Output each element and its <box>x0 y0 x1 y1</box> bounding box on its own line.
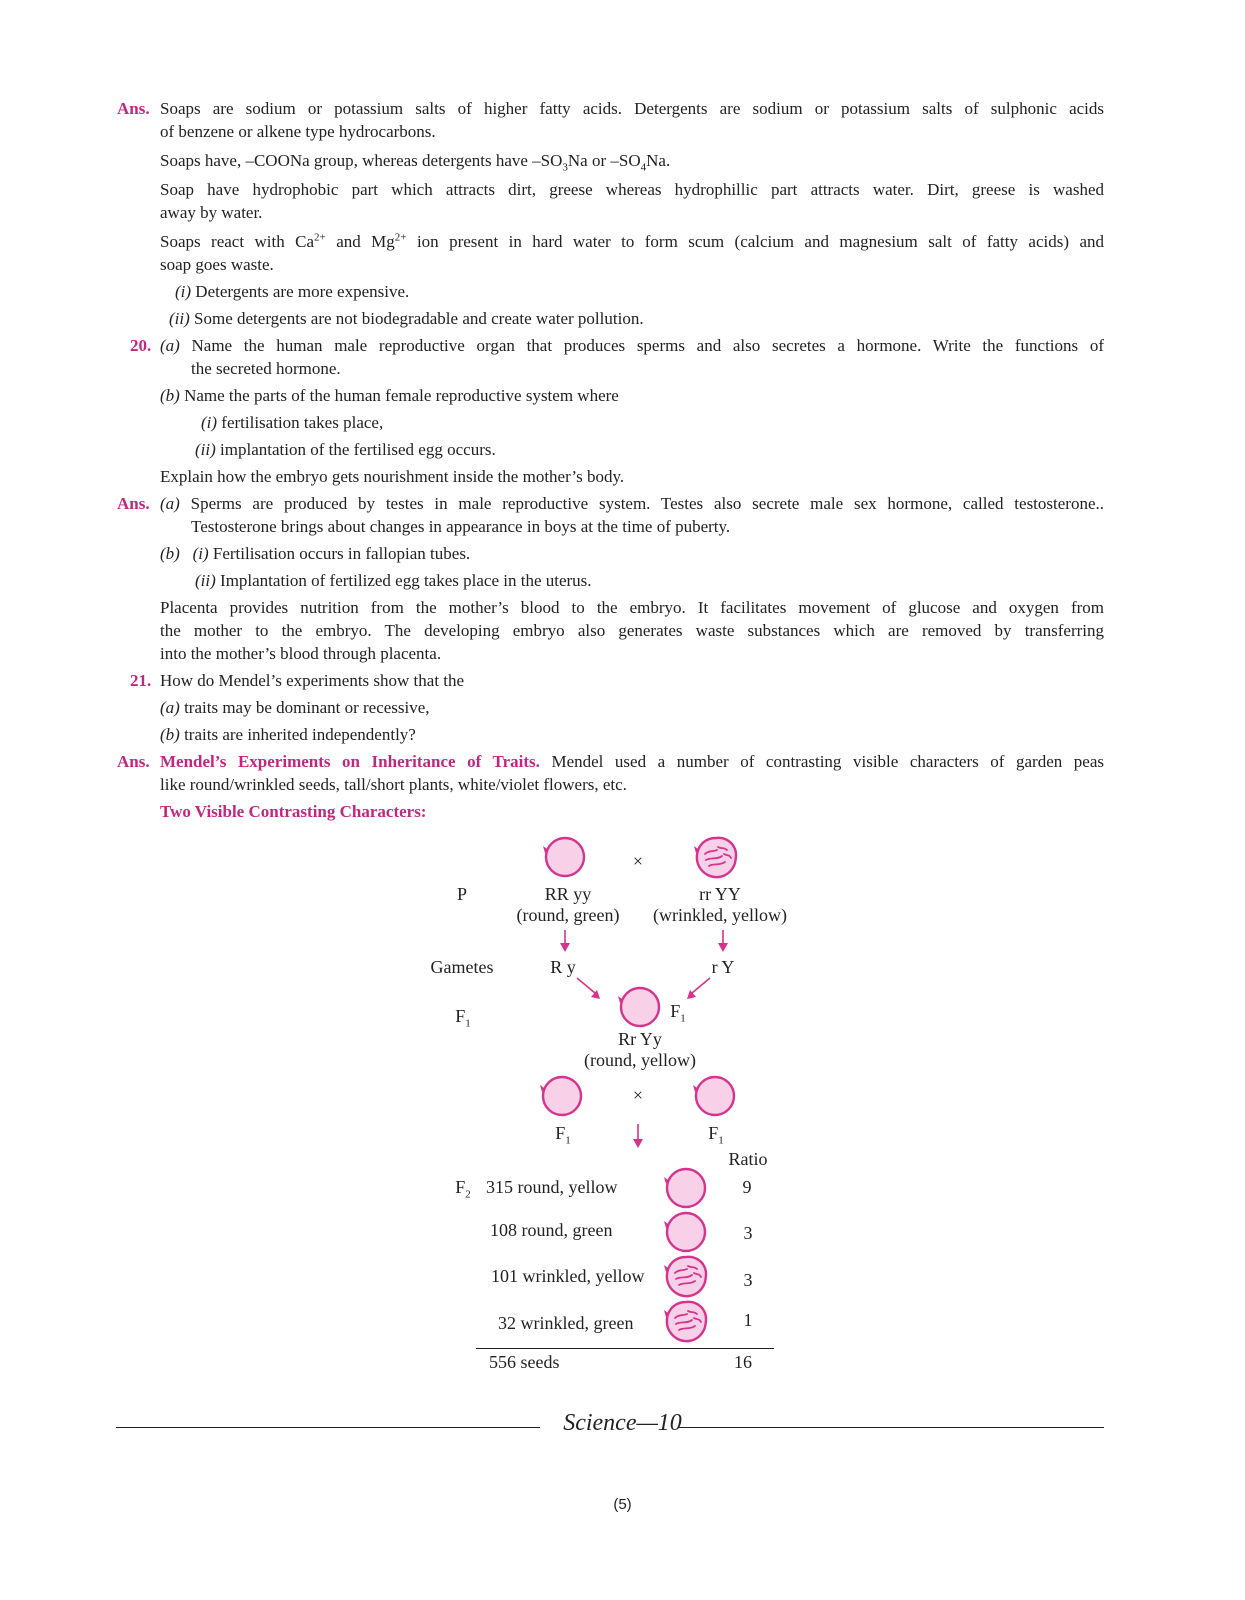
q21-a: (a) traits may be dominant or recessive, <box>160 698 430 717</box>
a20-b-i: (b) (i) Fertilisation occurs in fallopian tubes. <box>160 544 471 563</box>
arrow-down-f2 <box>628 1122 648 1150</box>
a20-placenta-line-1: Placenta provides nutrition from the mother’s blood to the embryo. It facilitates movement of glucose and oxygen from <box>160 598 1104 617</box>
q20-b-i: (i) fertilisation takes place, <box>201 413 384 432</box>
a20-placenta-line-3: into the mother’s blood through placenta. <box>160 644 442 663</box>
a20-b-ii: (ii) Implantation of fertilized egg takes place in the uterus. <box>195 571 592 590</box>
arrow-diag-left-f1 <box>574 975 604 1001</box>
q20-a-line-1: (a) Name the human male reproductive organ that produces sperms and also secretes a hormone. Write the functions of <box>160 336 1104 355</box>
total-ratio: 16 <box>734 1352 752 1372</box>
footer-title: Science—10 <box>563 1410 682 1436</box>
total-divider <box>476 1348 774 1349</box>
page-number: (5) <box>613 1496 632 1513</box>
q21-b: (b) traits are inherited independently? <box>160 725 416 744</box>
label-f1-under-left: $F_1$ <box>555 1123 571 1147</box>
soap-groups-line: Soaps have, –COONa group, whereas detergents have $-SO_3Na$ or $-SO_4Na$. <box>160 151 671 174</box>
cross-symbol-p: × <box>632 851 644 871</box>
f2-row-text: 108 round, green <box>490 1220 613 1240</box>
pea-f2-round-yellow <box>661 1163 711 1213</box>
p-left-phenotype: (round, green) <box>516 905 620 925</box>
gamete-left: R y <box>550 957 576 977</box>
label-f1-under-right: $F_1$ <box>708 1123 724 1147</box>
label-f2: $F_2$ <box>455 1177 471 1201</box>
q20-b: (b) Name the parts of the human female reproductive system where <box>160 386 619 405</box>
label-p: P <box>456 884 467 904</box>
f2-row-ratio: 3 <box>743 1223 753 1243</box>
pea-f2-round-green <box>661 1207 711 1257</box>
label-gametes: Gametes <box>430 957 494 977</box>
f2-row-text: 315 round, yellow <box>486 1177 618 1197</box>
q21-number: 21. <box>130 671 152 690</box>
p-right-genotype: rr YY <box>699 884 741 904</box>
soap-hardwater-line-1: Soaps react with $Ca^{2+}$ and $Mg^{2+}$ ion present in hard water to form scum (calcium and magnesium salt of fatty acids) and <box>160 231 1104 251</box>
cross-symbol-f1: × <box>632 1085 644 1105</box>
footer-rule-right <box>678 1427 1104 1428</box>
f2-row-ratio: 3 <box>743 1270 753 1290</box>
pea-f1-left-cross <box>537 1071 587 1121</box>
q20-b-ii: (ii) implantation of the fertilised egg occurs. <box>195 440 496 459</box>
arrow-down-left-gamete <box>555 928 575 954</box>
pea-f1-right-cross <box>690 1071 740 1121</box>
total-seeds: 556 seeds <box>489 1352 560 1372</box>
soap-line-2: of benzene or alkene type hydrocarbons. <box>160 122 436 141</box>
soap-line-1: Soaps are sodium or potassium salts of higher fatty acids. Detergents are sodium or potassium salts of sulphonic acids <box>160 99 1104 118</box>
p-right-phenotype: (wrinkled, yellow) <box>653 905 787 925</box>
q20-explain: Explain how the embryo gets nourishment inside the mother’s body. <box>160 467 625 486</box>
soap-point-i: (i) Detergents are more expensive. <box>175 282 410 301</box>
ans-label: Ans. <box>117 99 150 118</box>
p-left-genotype: RR yy <box>544 884 592 904</box>
a20-a-line-1: (a) Sperms are produced by testes in male reproductive system. Testes also secrete male sex hormone, called testosterone.. <box>160 494 1104 513</box>
a20-a-line-2: Testosterone brings about changes in appearance in boys at the time of puberty. <box>191 517 731 536</box>
f2-row-text: 32 wrinkled, green <box>498 1313 634 1333</box>
a21-line-1: Mendel’s Experiments on Inheritance of Traits. Mendel used a number of contrasting visible characters of garden peas <box>160 752 1104 771</box>
pea-f2-wrinkled-yellow <box>661 1251 711 1301</box>
f1-phenotype: (round, yellow) <box>584 1050 696 1070</box>
soap-point-ii: (ii) Some detergents are not biodegradable and create water pollution. <box>169 309 644 328</box>
a21-heading: Two Visible Contrasting Characters: <box>160 802 427 821</box>
soap-hydrophobic-line-2: away by water. <box>160 203 263 222</box>
gamete-right: r Y <box>711 957 735 977</box>
f1-genotype: Rr Yy <box>618 1029 662 1049</box>
f2-row-ratio: 9 <box>742 1177 752 1197</box>
soap-hardwater-line-2: soap goes waste. <box>160 255 274 274</box>
f2-row-text: 101 wrinkled, yellow <box>491 1266 645 1286</box>
pea-round-green-parent <box>540 832 590 882</box>
label-f1-right: $F_1$ <box>670 1001 686 1025</box>
ratio-header: Ratio <box>728 1149 768 1169</box>
pea-wrinkled-yellow-parent <box>691 832 741 882</box>
q20-number: 20. <box>130 336 152 355</box>
arrow-down-right-gamete <box>713 928 733 954</box>
f2-row-ratio: 1 <box>743 1310 753 1330</box>
pea-round-yellow-f1 <box>615 982 665 1032</box>
soap-hydrophobic-line-1: Soap have hydrophobic part which attracts dirt, greese whereas hydrophillic part attracts water. Dirt, greese is washed <box>160 180 1104 199</box>
ans-label-21: Ans. <box>117 752 150 771</box>
q21-text: How do Mendel’s experiments show that the <box>160 671 465 690</box>
a20-placenta-line-2: the mother to the embryo. The developing embryo also generates waste substances which are removed by transferring <box>160 621 1104 640</box>
ans-label-soap <box>117 98 150 120</box>
q20-a-line-2: the secreted hormone. <box>191 359 341 378</box>
label-f1-left: $F_1$ <box>455 1006 471 1030</box>
a21-line-2: like round/wrinkled seeds, tall/short plants, white/violet flowers, etc. <box>160 775 627 794</box>
pea-f2-wrinkled-green <box>661 1296 711 1346</box>
ans-label-20: Ans. <box>117 494 150 513</box>
arrow-diag-right-f1 <box>683 975 713 1001</box>
